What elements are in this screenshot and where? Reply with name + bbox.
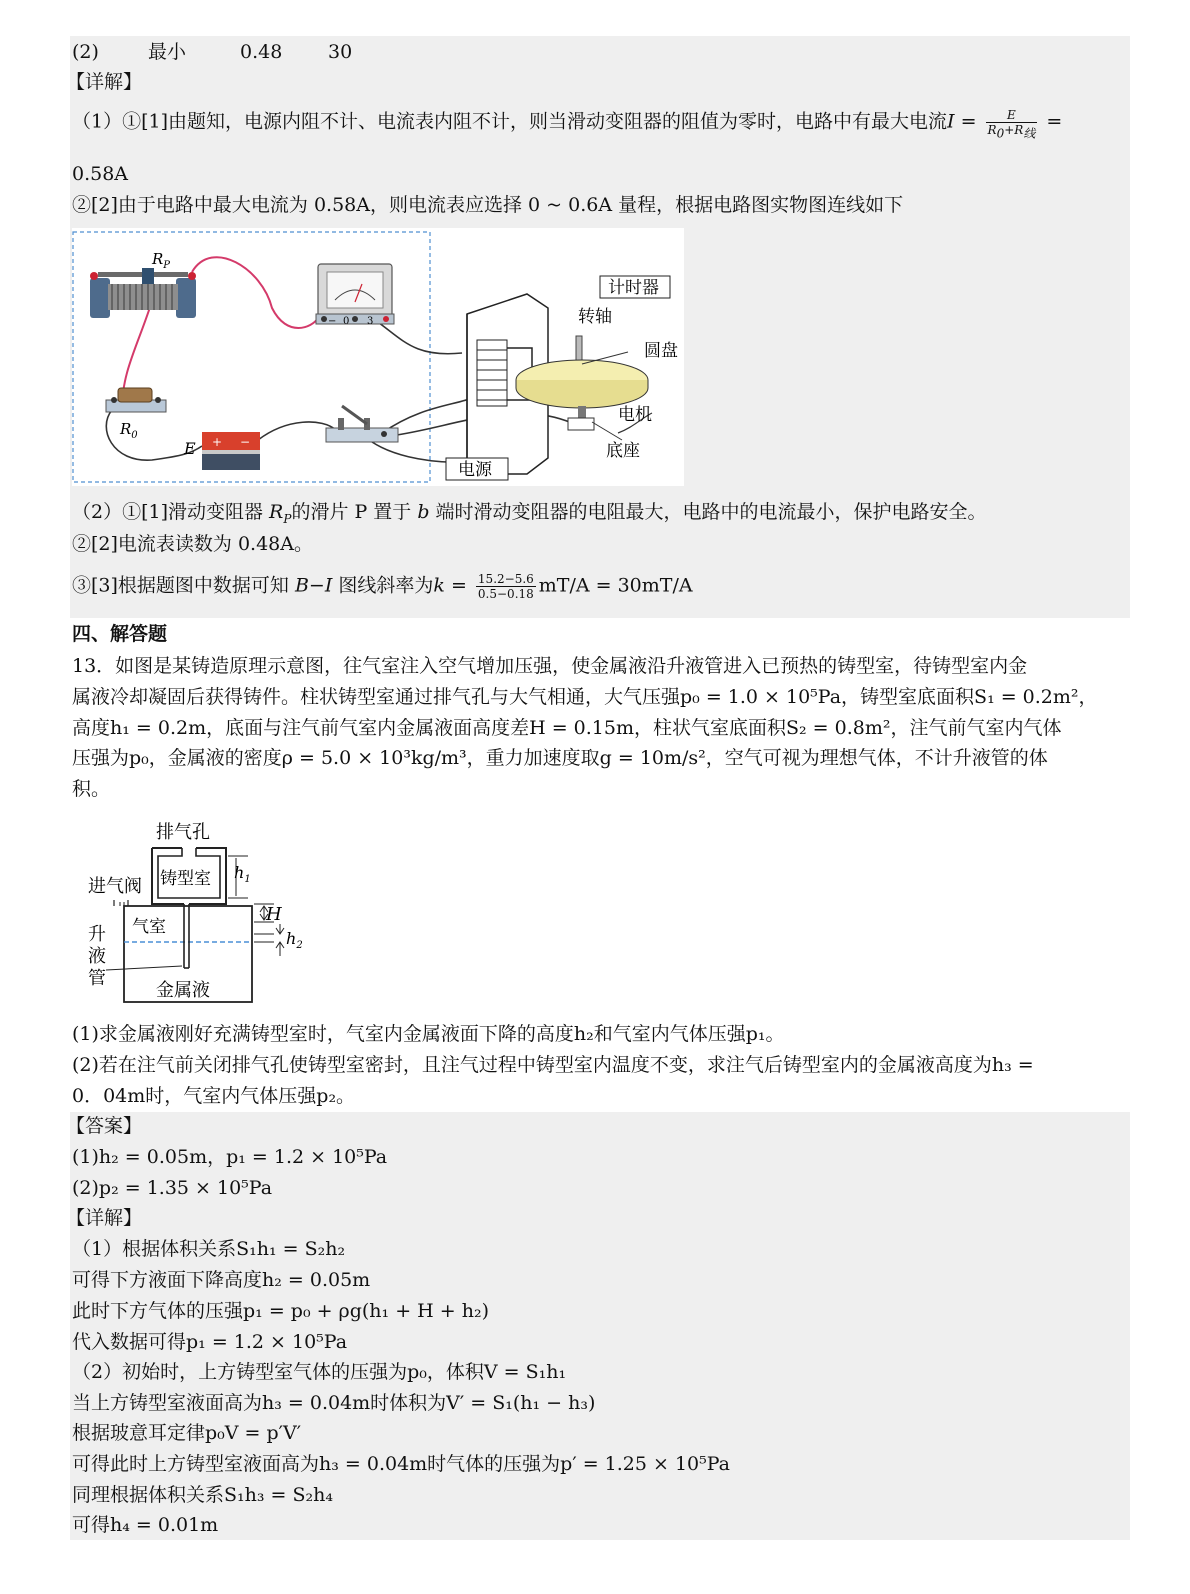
rheostat-symbol: [269, 501, 292, 526]
detail-line-6: 当上方铸型室液面高为h₃ = 0.04m时体积为V′ = S₁(h₁ − h₃): [72, 1392, 596, 1414]
den-sub-0: 0: [996, 126, 1005, 141]
label-chamber: 气室: [132, 917, 166, 937]
detail-p1-lead: （1）①[1]由题知，电源内阻不计、电流表内阻不计，则当滑动变阻器的阻值为零时，电路中有最大电流: [72, 110, 948, 133]
p5-lead: ③[3]根据题图中数据可知: [72, 574, 295, 597]
detail-paragraph-5: [72, 572, 693, 601]
den-r0: R: [987, 123, 997, 137]
meter-minus-label: −: [328, 316, 337, 327]
slope-numerator: 15.2−5.6: [477, 572, 534, 586]
detail-heading-top: 【详解】: [66, 71, 143, 93]
answer-2: (2)p₂ = 1.35 × 10⁵Pa: [72, 1177, 273, 1199]
answer-value-3: 30: [328, 41, 353, 63]
current-symbol: I: [947, 110, 955, 133]
sub-question-2-line-1: (2)若在注气前关闭排气孔使铸型室密封，且注气过程中铸型室内温度不变，求注气后铸型室内的金属液高度为h₃ =: [72, 1054, 1034, 1076]
p3-tail-2: 端时滑动变阻器的电阻最大，电路中的电流最小，保护电路安全。: [429, 501, 987, 523]
p5-equals: =: [444, 574, 473, 597]
slope-symbol: k: [433, 574, 445, 597]
ammeter: [316, 264, 394, 324]
detail-paragraph-1: [72, 108, 1063, 141]
label-rp: $R_P$: [152, 250, 171, 271]
sub-question-2-line-2: 0．04m时，气室内气体压强p₂。: [72, 1085, 356, 1107]
sub-question-1: (1)求金属液刚好充满铸型室时，气室内金属液面下降的高度h₂和气室内气体压强p₁。: [72, 1023, 785, 1045]
current-fraction: [986, 108, 1038, 141]
den-plus-r: +R: [1004, 123, 1024, 137]
fraction-denominator: [986, 123, 1038, 141]
label-tube-2: 液: [88, 946, 106, 967]
casting-diagram: [84, 816, 324, 1010]
label-power: 电源: [458, 460, 492, 480]
slope-denominator: 0.5−0.18: [477, 587, 534, 601]
svg-text:−: −: [240, 435, 251, 449]
rheostat-r: R: [269, 501, 284, 523]
label-mold: 铸型室: [160, 869, 211, 889]
meter-three-label: 3: [367, 316, 374, 327]
label-timer: 计时器: [608, 278, 659, 298]
bi-symbol: B−I: [294, 574, 333, 597]
equals-sign-2: =: [1040, 110, 1063, 133]
label-base: 底座: [606, 441, 640, 461]
label-exhaust: 排气孔: [156, 822, 210, 843]
detail-line-3: 此时下方气体的压强p₁ = p₀ + ρg(h₁ + H + h₂): [72, 1300, 489, 1322]
label-motor: 电机: [618, 405, 652, 425]
question-line-4: 压强为p₀，金属液的密度ρ = 5.0 × 10³kg/m³，重力加速度取g = 10m/s²，空气可视为理想气体，不计升液管的体: [72, 747, 1048, 769]
detail-paragraph-2: ②[2]由于电路中最大电流为 0.58A，则电流表应选择 0 ~ 0.6A 量程，根据电路图实物图连线如下: [72, 194, 904, 216]
fraction-numerator: E: [986, 108, 1038, 123]
label-metal: 金属液: [156, 980, 210, 1001]
detail-line-10: 可得h₄ = 0.01m: [72, 1514, 219, 1536]
label-e: E: [184, 439, 196, 458]
detail-line-1: （1）根据体积关系S₁h₁ = S₂h₂: [72, 1238, 346, 1260]
label-tube-1: 升: [88, 924, 106, 945]
den-sub-line: 线: [1023, 126, 1036, 141]
p3-tail-1: 的滑片 P 置于: [291, 501, 418, 523]
detail-line-8: 可得此时上方铸型室液面高为h₃ = 0.04m时气体的压强为p′ = 1.25 × 10⁵Pa: [72, 1453, 731, 1475]
answer-label: (2): [72, 41, 99, 63]
answer-value-2: 0.48: [240, 41, 283, 63]
label-tube-3: 管: [88, 968, 106, 989]
answer-1: (1)h₂ = 0.05m，p₁ = 1.2 × 10⁵Pa: [72, 1146, 388, 1168]
answer-heading: 【答案】: [66, 1115, 143, 1137]
answer-line-2: [72, 40, 353, 64]
svg-text:+: +: [212, 435, 223, 449]
detail-heading-bottom: 【详解】: [66, 1207, 143, 1229]
label-shaft: 转轴: [578, 307, 612, 327]
circuit-figure: [72, 228, 684, 486]
detail-paragraph-3: [72, 500, 987, 524]
label-H: H: [266, 904, 282, 925]
battery: [202, 432, 260, 470]
end-b: b: [417, 501, 430, 523]
label-h1: $h_1$: [234, 863, 251, 885]
label-inlet: 进气阀: [88, 876, 142, 897]
detail-result-current: 0.58A: [72, 163, 129, 185]
p3-lead: （2）①[1]滑动变阻器: [72, 501, 270, 523]
slope-fraction: [476, 572, 536, 601]
detail-line-7: 根据玻意耳定律p₀V = p′V′: [72, 1422, 302, 1444]
p5-tail: mT/A = 30mT/A: [538, 574, 693, 597]
p5-mid: 图线斜率为: [332, 574, 434, 597]
equals-sign: =: [954, 110, 983, 133]
detail-line-4: 代入数据可得p₁ = 1.2 × 10⁵Pa: [72, 1331, 348, 1353]
detail-paragraph-4: ②[2]电流表读数为 0.48A。: [72, 533, 313, 555]
detail-line-5: （2）初始时，上方铸型室气体的压强为p₀，体积V = S₁h₁: [72, 1361, 567, 1383]
section-heading: 四、解答题: [72, 623, 168, 645]
question-line-5: 积。: [72, 778, 111, 800]
label-h2: $h_2$: [286, 929, 303, 951]
rheostat-sub: P: [283, 511, 292, 526]
label-r0: $R_0$: [120, 420, 138, 441]
detail-line-9: 同理根据体积关系S₁h₃ = S₂h₄: [72, 1484, 333, 1506]
question-line-1: 13．如图是某铸造原理示意图，往气室注入空气增加压强，使金属液沿升液管进入已预热的铸型室，待铸型室内金: [72, 655, 1028, 677]
question-line-3: 高度h₁ = 0.2m，底面与注气前气室内金属液面高度差H = 0.15m，柱状气室底面积S₂ = 0.8m²，注气前气室内气体: [72, 717, 1062, 739]
meter-zero-label: 0: [343, 316, 350, 327]
detail-line-2: 可得下方液面下降高度h₂ = 0.05m: [72, 1269, 371, 1291]
label-disc: 圆盘: [644, 341, 678, 361]
question-line-2: 属液冷却凝固后获得铸件。柱状铸型室通过排气孔与大气相通，大气压强p₀ = 1.0 × 10⁵Pa，铸型室底面积S₁ = 0.2m²，: [72, 686, 1098, 708]
answer-value-1: 最小: [148, 41, 187, 63]
